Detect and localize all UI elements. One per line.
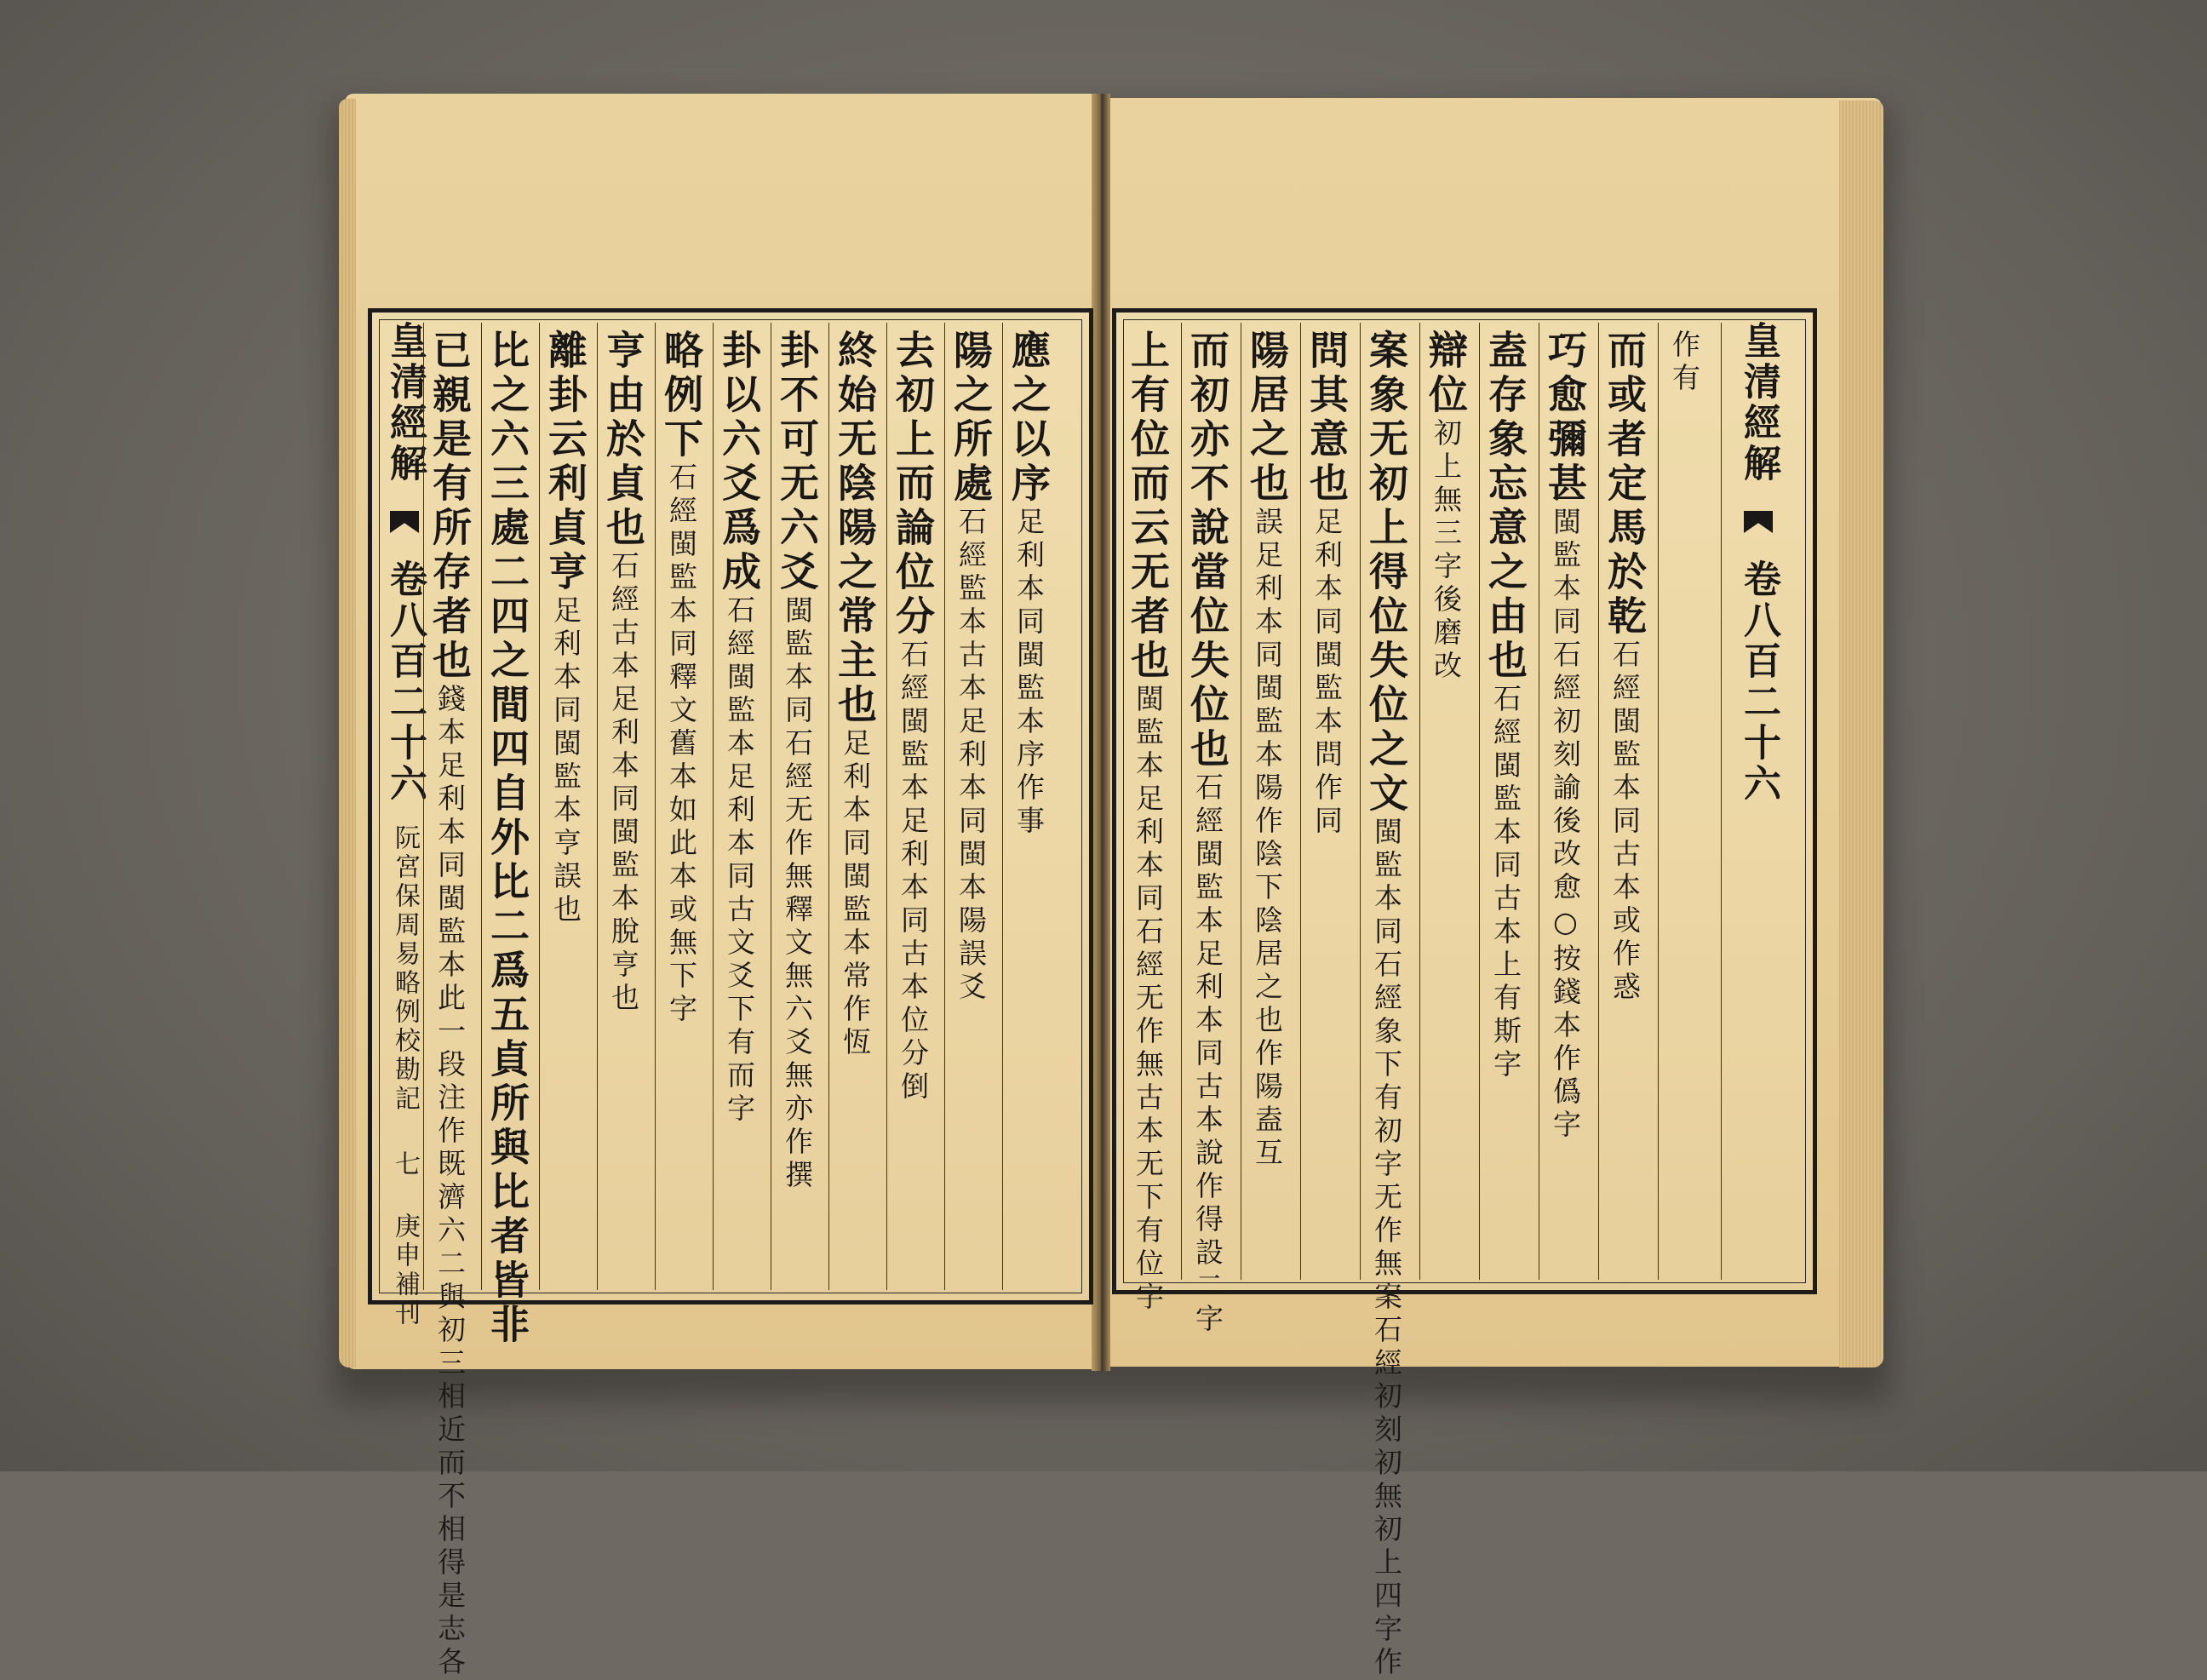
column-rule (481, 323, 482, 1290)
book-title: 皇清經解 (383, 321, 427, 485)
text-column-3 (890, 330, 936, 1282)
column-rule (1360, 323, 1361, 1280)
page-footer: 七 庚申補刊 (390, 1150, 420, 1328)
text-column-10 (484, 330, 530, 1348)
column-rule (1181, 323, 1182, 1280)
annotation: 初上無三字後磨改 (1430, 418, 1463, 684)
center-rule (423, 323, 424, 1290)
main-text: 終始无陰陽之常主也 (832, 330, 878, 728)
annotation: 足利本同閩監本常作恆 (839, 728, 872, 1060)
main-text: 已親是有所存者也 (427, 330, 473, 684)
annotation: 石經閩監本同古本或作惑 (1608, 639, 1642, 1005)
column-rule (655, 323, 656, 1290)
column-rule (539, 323, 540, 1290)
text-column-9 (542, 330, 588, 1282)
annotation: 閩監本同石經初刻諭後改愈○按錢本作僞字 (1549, 507, 1582, 1143)
text-column-7 (1304, 330, 1350, 1271)
annotation: 閩監本同石經无作無釋文無六爻無亦作撰 (781, 595, 814, 1193)
main-text: 略例下 (658, 330, 704, 462)
main-text: 巧愈彌甚 (1542, 330, 1588, 507)
text-column-6 (1363, 330, 1409, 1680)
text-column-10 (1125, 330, 1171, 1315)
annotation: 足利本同閩監本問作同 (1310, 507, 1344, 839)
chapter-subtitle: 阮宮保周易略例校勘記 (390, 824, 420, 1114)
annotation: 石經閩監本同釋文舊本如此本或無下字 (665, 462, 698, 1027)
annotation: 足利本同閩監本亨誤也 (549, 595, 582, 927)
text-column-8 (1244, 330, 1290, 1271)
annotation: 足利本同閩監本序作事 (1012, 507, 1046, 839)
text-column-1 (1006, 330, 1052, 1282)
annotation: 石經古本足利本同閩監本脫亨也 (607, 551, 640, 1016)
text-column-7 (658, 330, 704, 1282)
annotation: 閩監本同石經象下有初字无作無案石經初刻初無初上四字作 (1370, 817, 1403, 1680)
text-column-8 (600, 330, 646, 1282)
annotation: 石經閩監本足利本同古本說作得設二字 (1191, 772, 1224, 1337)
juan-number: 卷八百二十六 (1737, 559, 1780, 805)
text-column-4 (1482, 330, 1528, 1271)
annotation: 石經閩監本足利本同古文爻下有而字 (723, 595, 756, 1127)
annotation: 閩監本足利本同石經无作無古本无下有位字 (1132, 684, 1165, 1315)
column-rule (886, 323, 887, 1290)
main-text: 陽居之也 (1244, 330, 1290, 507)
main-text: 應之以序 (1006, 330, 1052, 507)
right-text-frame (1112, 308, 1817, 1680)
column-rule (828, 323, 829, 1290)
main-text: 上有位而云无者也 (1125, 330, 1171, 684)
book-title: 皇清經解 (1737, 321, 1780, 485)
main-text: 辯位 (1423, 330, 1469, 418)
annotation: 石經監本古本足利本同閩本陽誤爻 (954, 507, 988, 1005)
main-text: 卦以六爻爲成 (716, 330, 762, 595)
left-page-edges (339, 99, 356, 1368)
column-rule (1419, 323, 1420, 1280)
fishtail-mark (390, 511, 419, 533)
text-column-5 (774, 330, 820, 1282)
annotation: 誤足利本同閩監本陽作陰下陰居之也作陽盍互 (1251, 507, 1284, 1171)
main-text: 亨由於貞也 (600, 330, 646, 551)
main-text: 問其意也 (1304, 330, 1350, 507)
text-column-4 (832, 330, 878, 1282)
main-text: 盍存象忘意之由也 (1482, 330, 1528, 684)
column-rule (1479, 323, 1480, 1280)
annotation: 錢本足利本同閩監本此一段注作既濟六二與初三相近而不相得是志各 (433, 684, 467, 1680)
text-column-3 (1542, 330, 1588, 1271)
text-column-5 (1423, 330, 1469, 1271)
book-gutter (1092, 94, 1110, 1371)
annotation: 作有 (1668, 330, 1701, 396)
main-text: 陽之所處 (948, 330, 994, 507)
text-column-6 (716, 330, 762, 1282)
text-column-2 (1602, 330, 1648, 1271)
column-rule (713, 323, 714, 1290)
left-text-frame (368, 308, 1093, 1680)
main-text: 比之六三處二四之間四自外比二爲五貞所與比者皆非 (484, 330, 530, 1348)
main-text: 卦不可无六爻 (774, 330, 820, 595)
juan-number: 卷八百二十六 (383, 559, 427, 805)
annotation: 石經閩監本同古本上有斯字 (1489, 684, 1522, 1082)
right-center-column (1731, 321, 1786, 1275)
main-text: 而初亦不說當位失位也 (1184, 330, 1230, 772)
text-column-11 (427, 330, 473, 1680)
column-rule (1002, 323, 1003, 1290)
fishtail-mark (1744, 511, 1773, 533)
main-text: 去初上而論位分 (890, 330, 936, 639)
main-text: 離卦云利貞亨 (542, 330, 588, 595)
column-rule (944, 323, 945, 1290)
text-column-1 (1665, 330, 1704, 1271)
text-column-9 (1184, 330, 1230, 1337)
main-text: 而或者定馬於乾 (1602, 330, 1648, 639)
column-rule (1658, 323, 1659, 1280)
column-rule (597, 323, 598, 1290)
text-column-2 (948, 330, 994, 1282)
column-rule (1598, 323, 1599, 1280)
center-rule (1721, 323, 1722, 1280)
right-page-edges (1839, 100, 1883, 1368)
annotation: 石經閩監本足利本同古本位分倒 (897, 639, 930, 1104)
column-rule (1300, 323, 1301, 1280)
main-text: 案象无初上得位失位之文 (1363, 330, 1409, 817)
